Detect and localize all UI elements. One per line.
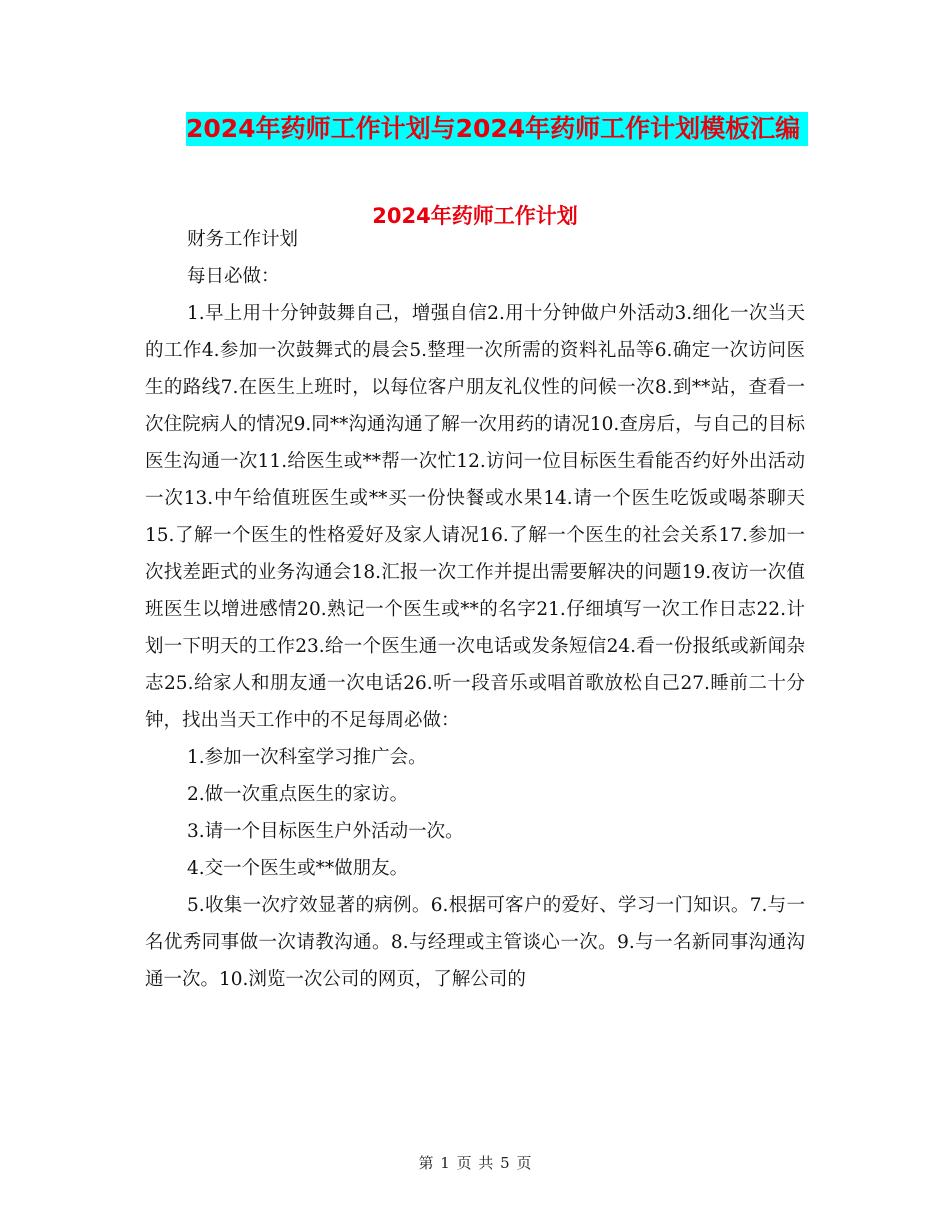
paragraph-heading: 财务工作计划	[187, 229, 299, 250]
paragraph-weekly-items-cont: 5.收集一次疗效显著的病例。6.根据可客户的爱好、学习一门知识。7.与一名优秀同事做一次请教沟通。8.与经理或主管谈心一次。9.与一名新同事沟通沟通一次。10.浏览一次公司的网页，了解公司的	[145, 895, 805, 990]
paragraph-weekly-item: 2.做一次重点医生的家访。	[187, 784, 409, 805]
paragraph-daily-label: 每日必做：	[187, 266, 280, 287]
document-body	[145, 221, 805, 998]
paragraph-daily-list: 1.早上用十分钟鼓舞自己，增强自信2.用十分钟做户外活动3.细化一次当天的工作4.参加一次鼓舞式的晨会5.整理一次所需的资料礼品等6.确定一次访问医生的路线7.在医生上班时，以每位客户朋友礼仪性的问候一次8.到**站，查看一次住院病人的情况9.同**沟通沟通了解一次用药的请况10.查房后，与自己的目标医生沟通一次11.给医生或**帮一次忙12.访问一位目标医生看能否约好外出活动一次13.中午给值班医生或**买一份快餐或水果14.请一个医生吃饭或喝茶聊天15.了解一个医生的性格爱好及家人请况16.了解一个医生的社会关系17.参加一次找差距式的业务沟通会18.汇报一次工作并提出需要解决的问题19.夜访一次值班医生以增进感情20.熟记一个医生或**的名字21.仔细填写一次工作日志22.计划一下明天的工作23.给一个医生通一次电话或发条短信24.看一份报纸或新闻杂志25.给家人和朋友通一次电话26.听一段音乐或唱首歌放松自己27.睡前二十分钟，找出当天工作中的不足每周必做：	[145, 303, 805, 731]
paragraph-weekly-item: 4.交一个医生或**做朋友。	[187, 858, 409, 879]
page-footer: 第 1 页 共 5 页	[418, 1154, 532, 1172]
paragraph-weekly-item: 3.请一个目标医生户外活动一次。	[187, 821, 464, 842]
document-title: 2024年药师工作计划与2024年药师工作计划模板汇编	[186, 112, 808, 146]
section-title: 2024年药师工作计划	[372, 204, 578, 228]
paragraph-weekly-item: 1.参加一次科室学习推广会。	[187, 747, 427, 768]
